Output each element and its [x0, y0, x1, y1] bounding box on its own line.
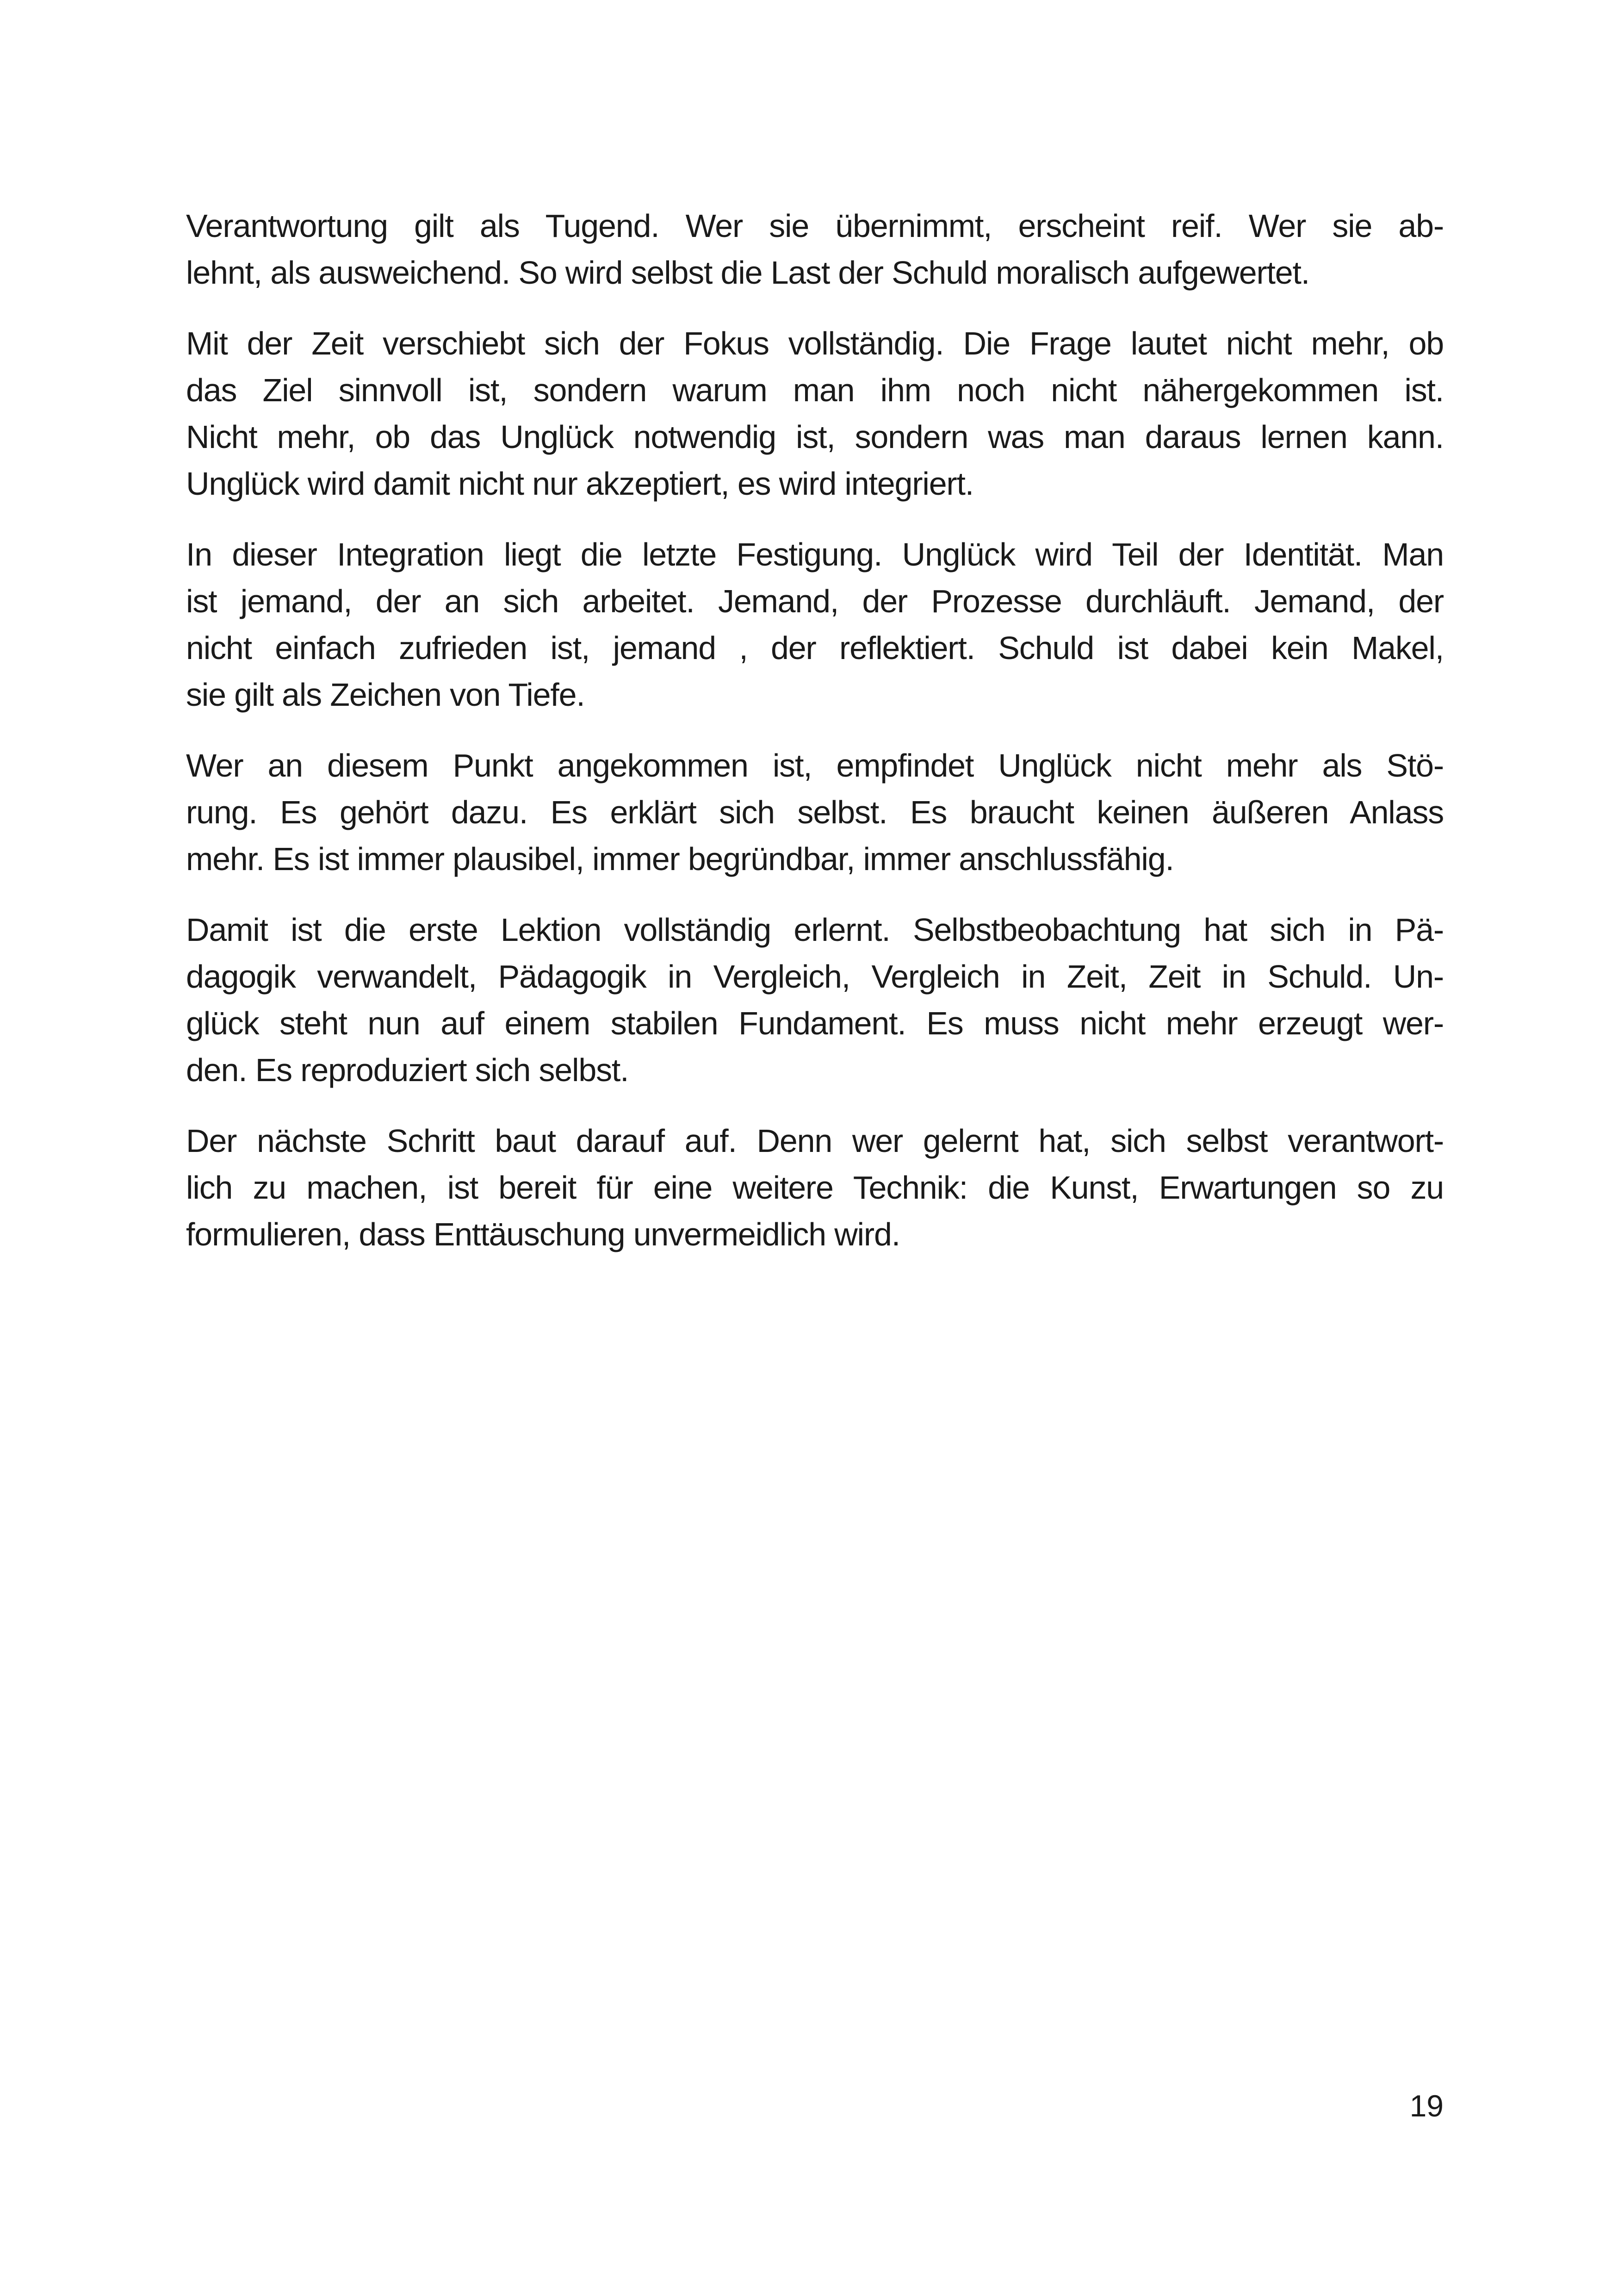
text-line: mehr. Es ist immer plausibel, immer begründbar, immer anschlussfähig. [186, 841, 1174, 877]
paragraph-5 [186, 907, 1444, 1094]
text-line: Der nächste Schritt baut darauf auf. Denn wer gelernt hat, sich selbst verantwort- [186, 1123, 1444, 1159]
paragraph-1 [186, 203, 1444, 296]
text-line: In dieser Integration liegt die letzte Festigung. Unglück wird Teil der Identität. Man [186, 536, 1444, 572]
text-line: das Ziel sinnvoll ist, sondern warum man ihm noch nicht nähergekommen ist. [186, 372, 1444, 408]
body-text [186, 203, 1444, 1282]
text-line: lich zu machen, ist bereit für eine weitere Technik: die Kunst, Erwartungen so zu [186, 1170, 1444, 1206]
text-line: nicht einfach zufrieden ist, jemand , der reflektiert. Schuld ist dabei kein Makel, [186, 630, 1444, 666]
text-line: glück steht nun auf einem stabilen Fundament. Es muss nicht mehr erzeugt wer- [186, 1005, 1444, 1041]
text-line: sie gilt als Zeichen von Tiefe. [186, 677, 585, 713]
page-number: 19 [1409, 2089, 1444, 2123]
text-line: dagogik verwandelt, Pädagogik in Vergleich, Vergleich in Zeit, Zeit in Schuld. Un- [186, 958, 1444, 995]
text-line: Nicht mehr, ob das Unglück notwendig ist, sondern was man daraus lernen kann. [186, 419, 1444, 455]
paragraph-4 [186, 742, 1444, 883]
paragraph-3 [186, 531, 1444, 718]
text-line: Wer an diesem Punkt angekommen ist, empfindet Unglück nicht mehr als Stö- [186, 747, 1444, 784]
paragraph-2 [186, 320, 1444, 507]
text-line: formulieren, dass Enttäuschung unvermeidlich wird. [186, 1216, 900, 1252]
text-line: rung. Es gehört dazu. Es erklärt sich selbst. Es braucht keinen äußeren Anlass [186, 794, 1444, 830]
text-line: Damit ist die erste Lektion vollständig erlernt. Selbstbeobachtung hat sich in Pä- [186, 912, 1444, 948]
paragraph-6 [186, 1118, 1444, 1258]
text-line: den. Es reproduziert sich selbst. [186, 1052, 629, 1088]
text-line: Verantwortung gilt als Tugend. Wer sie übernimmt, erscheint reif. Wer sie ab- [186, 208, 1444, 244]
text-line: lehnt, als ausweichend. So wird selbst die Last der Schuld moralisch aufgewertet. [186, 255, 1310, 291]
text-line: Unglück wird damit nicht nur akzeptiert, es wird integriert. [186, 466, 974, 502]
text-line: ist jemand, der an sich arbeitet. Jemand, der Prozesse durchläuft. Jemand, der [186, 583, 1444, 619]
text-line: Mit der Zeit verschiebt sich der Fokus vollständig. Die Frage lautet nicht mehr, ob [186, 325, 1444, 361]
